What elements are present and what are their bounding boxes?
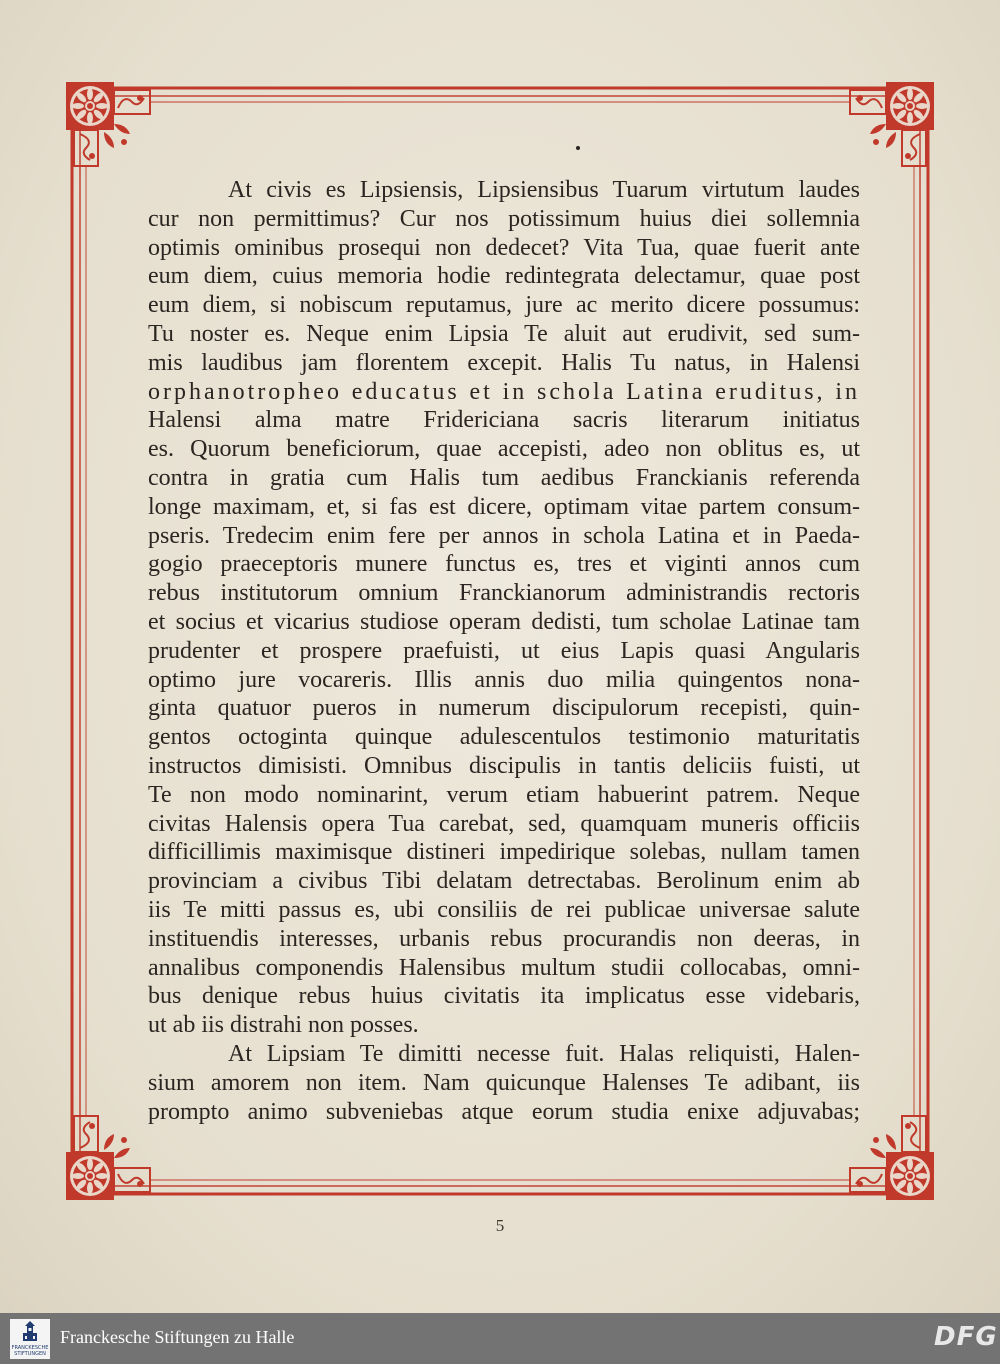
text-line: instituendis interesses, urbanis rebus procurandis non deeras, in [148, 925, 860, 952]
text-line: es. Quorum beneficiorum, quae accepisti, adeo non oblitus es, ut [148, 436, 860, 463]
text-line: eum diem, si nobiscum reputamus, jure ac merito dicere possumus: [148, 292, 860, 319]
text-line: longe maximam, et, si fas est dicere, optimam vitae partem consum- [148, 493, 860, 520]
rosette-ornament-icon [850, 82, 934, 166]
text-line: instructos dimisisti. Omnibus discipulis in tantis deliciis fuisti, ut [148, 752, 860, 779]
text-line: prudenter et prospere praefuisti, ut eius Lapis quasi Angularis [148, 637, 860, 664]
paragraph-1 [148, 176, 860, 1040]
text-line: contra in gratia cum Halis tum aedibus Franckianis referenda [148, 464, 860, 491]
ink-speck [576, 146, 580, 150]
rosette-ornament-icon [850, 1116, 934, 1200]
text-line: pseris. Tredecim enim fere per annos in schola Latina et in Paeda- [148, 522, 860, 549]
text-line: eum diem, cuius memoria hodie redintegrata delectamur, quae post [148, 263, 860, 290]
text-line: gogio praeceptoris munere functus es, tres et viginti annos cum [148, 551, 860, 578]
text-line: Tu noster es. Neque enim Lipsia Te aluit aut erudivit, sed sum- [148, 320, 860, 347]
text-line: gentos octoginta quinque adulescentulos testimonio maturitatis [148, 724, 860, 751]
text-line: cur non permittimus? Cur nos potissimum huius diei sollemnia [148, 205, 860, 232]
text-line: sium amorem non item. Nam quicunque Halenses Te adibant, iis [148, 1069, 860, 1096]
institution-name[interactable]: Franckesche Stiftungen zu Halle [60, 1327, 295, 1347]
text-line: annalibus componendis Halensibus multum studii collocabas, omni- [148, 954, 860, 981]
rosette-ornament-icon [66, 82, 150, 166]
text-line: provinciam a civibus Tibi delatam detrectabas. Berolinum enim ab [148, 868, 860, 895]
text-line: prompto animo subveniebas atque eorum studia enixe adjuvabas; [148, 1098, 860, 1125]
text-line: optimo jure vocareris. Illis annis duo milia quingentos nona- [148, 666, 860, 693]
page-number: 5 [495, 1216, 505, 1235]
logo-caption [10, 1345, 50, 1357]
logo-caption-line: FRANCKESCHE [11, 1345, 49, 1351]
text-line: ut ab iis distrahi non posses. [148, 1012, 419, 1039]
paragraph-2 [148, 1040, 860, 1126]
text-line: et socius et vicarius studiose operam dedisti, tum scholae Latinae tam [148, 608, 860, 635]
text-line: bus denique rebus huius civitatis ita implicatus esse videbaris, [148, 983, 860, 1010]
institution-logo[interactable] [10, 1319, 50, 1359]
text-line: iis Te mitti passus es, ubi consiliis de rei publicae universae salute [148, 896, 860, 923]
page-text [148, 176, 860, 1126]
logo-caption-line: STIFTUNGEN [14, 1351, 46, 1357]
text-line: Halensi alma matre Fridericiana sacris literarum initiatus [148, 407, 860, 434]
text-line: At civis es Lipsiensis, Lipsiensibus Tuarum virtutum laudes [228, 177, 860, 203]
text-line: difficillimis maximisque distineri impedirique solebas, nullam tamen [148, 839, 860, 866]
text-line: rebus institutorum omnium Franckianorum administrandis rectoris [148, 580, 860, 607]
text-line: civitas Halensis opera Tua carebat, sed, quamquam muneris officiis [148, 810, 860, 837]
orphanage-building-icon [10, 1319, 50, 1345]
text-line: mis laudibus jam florentem excepit. Halis Tu natus, in Halensi [148, 349, 860, 376]
text-line: At Lipsiam Te dimitti necesse fuit. Halas reliquisti, Halen- [228, 1040, 860, 1067]
dfg-logo[interactable]: DFG [934, 1322, 998, 1352]
text-line: orphanotropheo educatus et in schola Latina eruditus, in [148, 378, 860, 405]
text-line: optimis ominibus prosequi non dedecet? Vita Tua, quae fuerit ante [148, 234, 860, 261]
text-line: Te non modo nominarint, verum etiam habuerint patrem. Neque [148, 781, 860, 808]
text-line: ginta quatuor pueros in numerum discipulorum recepisti, quin- [148, 695, 860, 722]
rosette-ornament-icon [66, 1116, 150, 1200]
